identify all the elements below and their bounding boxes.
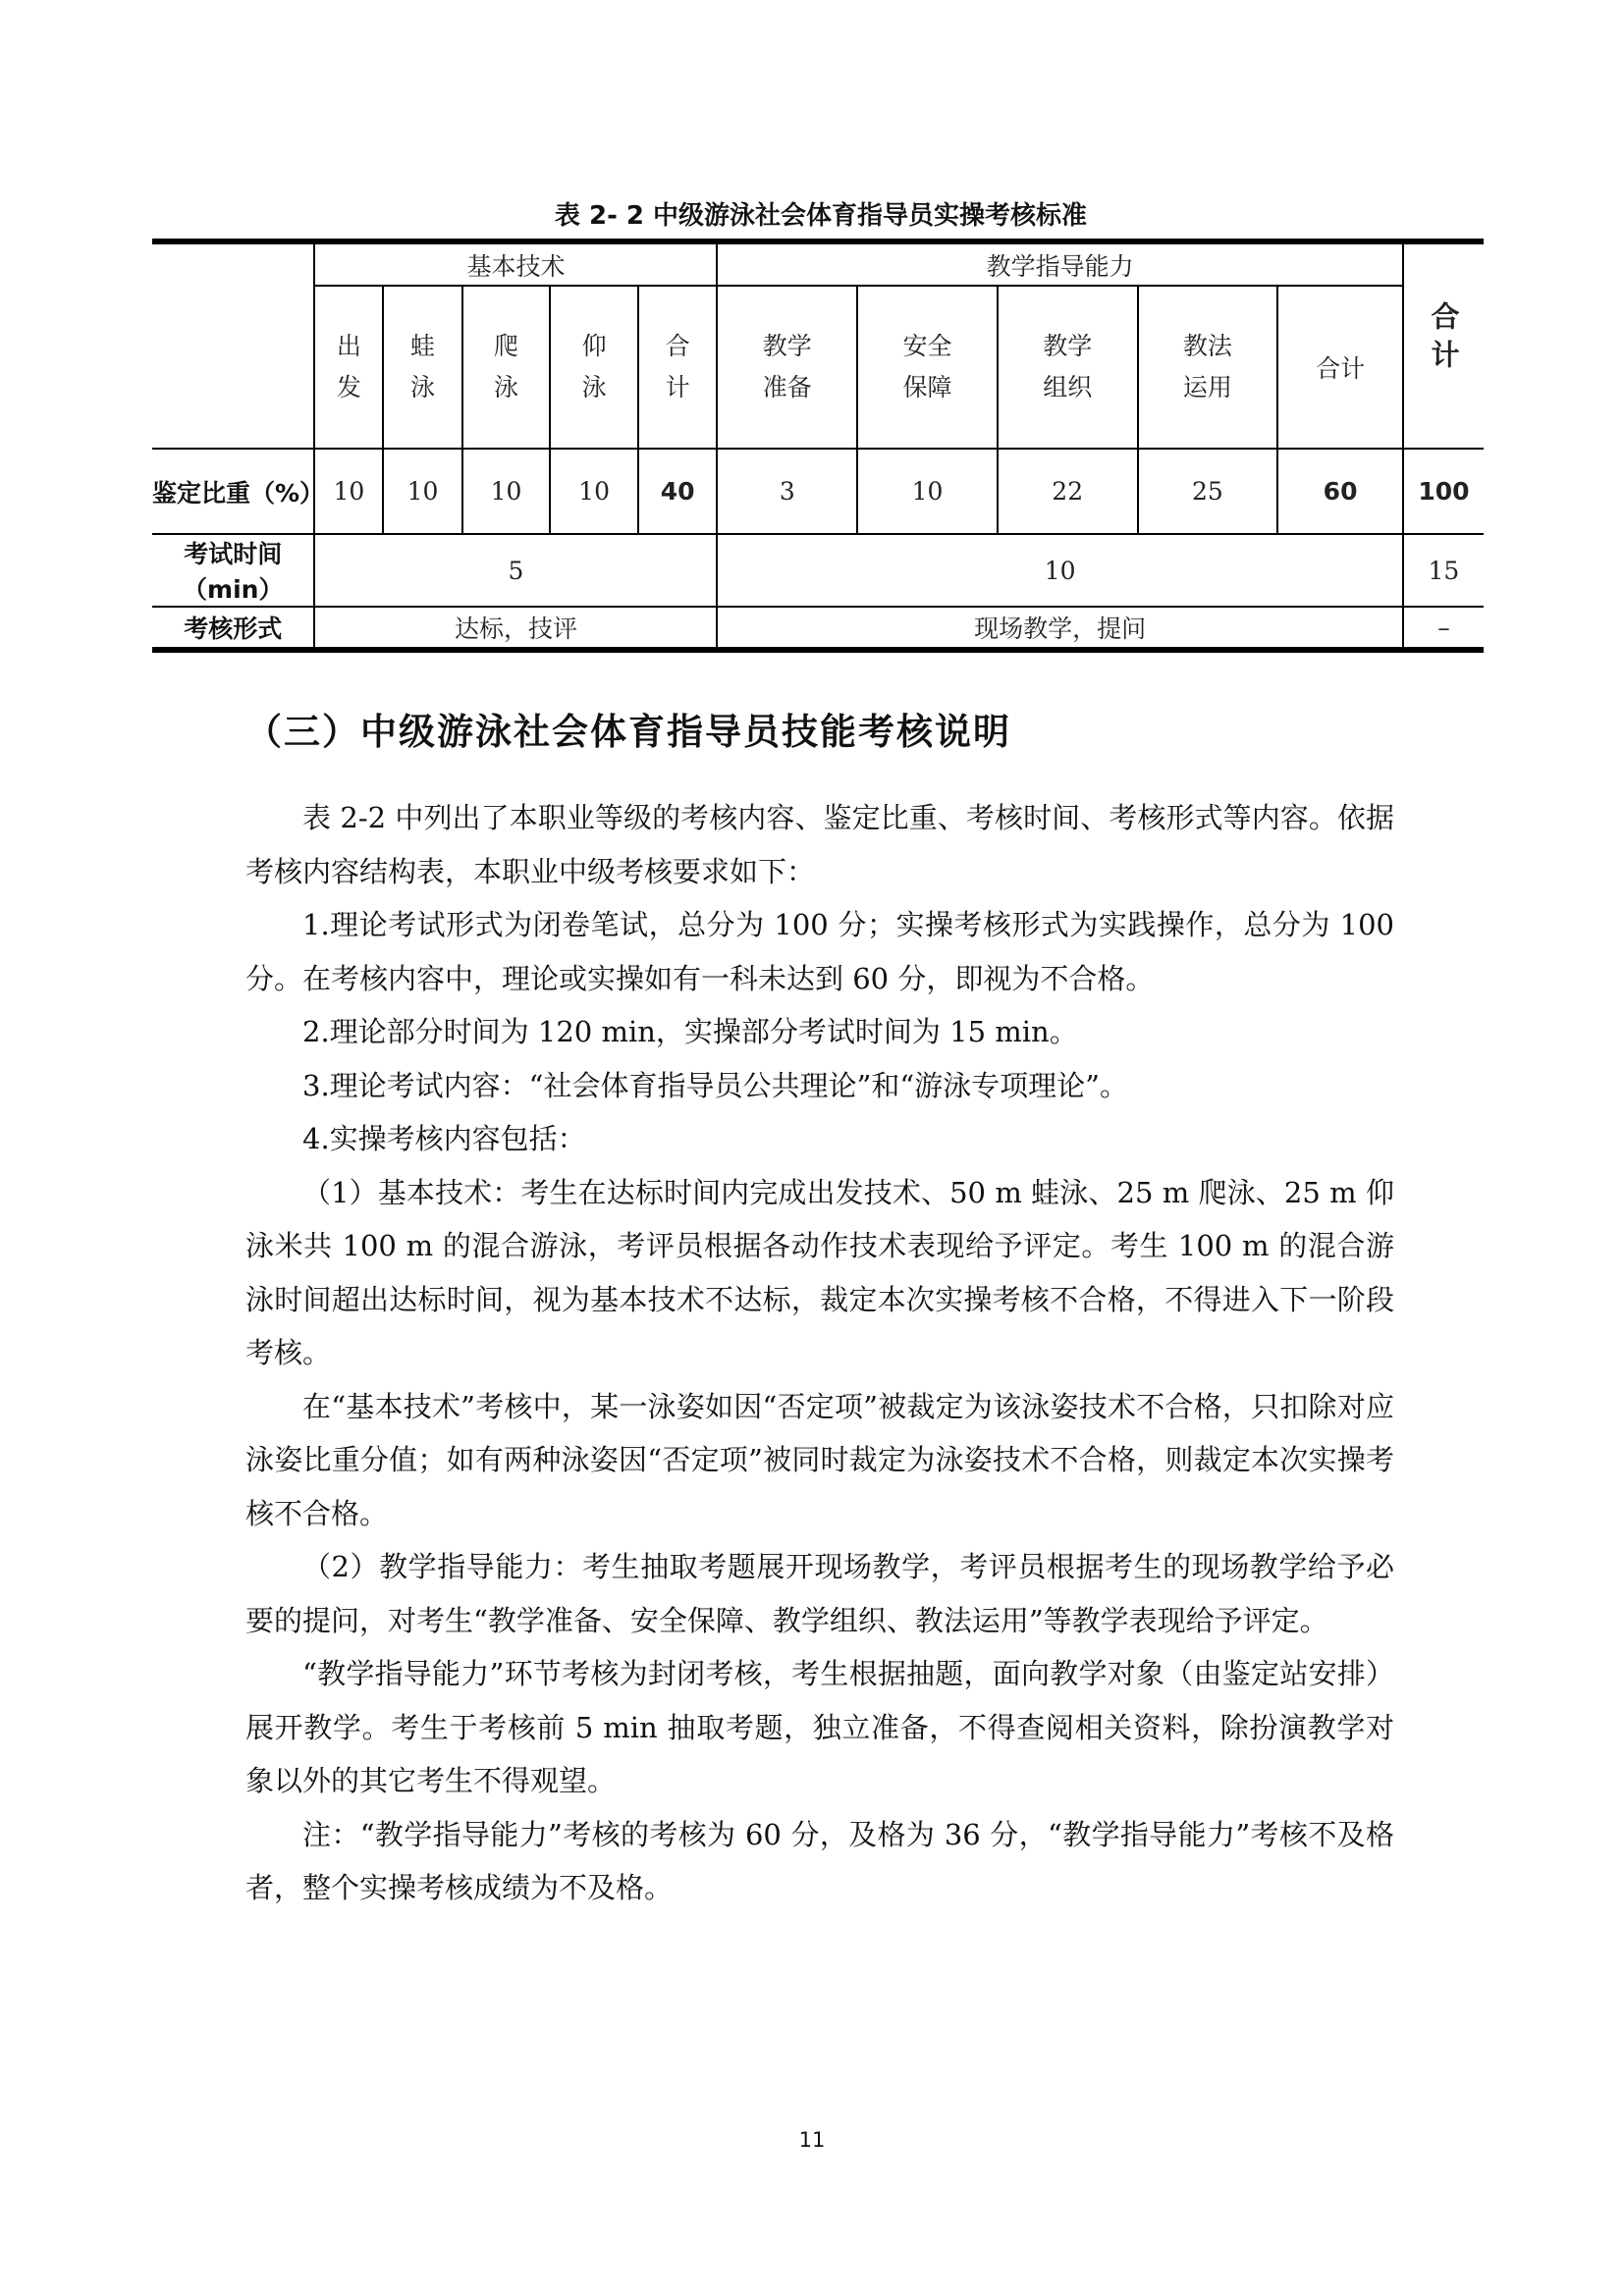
table-caption: 表 2- 2 中级游泳社会体育指导员实操考核标准 (554, 201, 1088, 231)
cell-format-teaching: 现场教学，提问 (717, 607, 1402, 650)
group-header-grand-total (1403, 241, 1484, 449)
col-header-start: 出 发 (314, 286, 383, 449)
group-header-teaching: 教学指导能力 (717, 241, 1402, 286)
cell-weight-safety: 10 (857, 449, 998, 534)
cell-weight-teaching-prep: 3 (717, 449, 857, 534)
paragraph-teaching-ability: （2）教学指导能力：考生抽取考题展开现场教学，考评员根据考生的现场教学给予必要的提问，对考生“教学准备、安全保障、教学组织、教法运用”等教学表现给予评定。 (245, 1550, 1394, 1637)
cell-weight-freestyle: 10 (462, 449, 551, 534)
table-row-format (152, 607, 1484, 650)
cell-format-total: – (1403, 607, 1484, 650)
cell-weight-breaststroke: 10 (383, 449, 461, 534)
table-row-weight (152, 449, 1484, 534)
paragraph-note: 注：“教学指导能力”考核的考核为 60 分，及格为 36 分，“教学指导能力”考核不及格者，整个实操考核成绩为不及格。 (245, 1817, 1394, 1904)
paragraph-item-3: 3.理论考试内容：“社会体育指导员公共理论”和“游泳专项理论”。 (302, 1068, 1128, 1102)
assessment-standard-table (152, 239, 1484, 653)
col-header-backstroke: 仰 泳 (550, 286, 638, 449)
cell-weight-backstroke: 10 (550, 449, 638, 534)
page-number: 11 (798, 2128, 826, 2152)
section-heading: （三）中级游泳社会体育指导员技能考核说明 (245, 711, 1011, 753)
table-corner-cell (152, 241, 314, 449)
paragraph-basic-technique-rule: 在“基本技术”考核中，某一泳姿如因“否定项”被裁定为该泳姿技术不合格，只扣除对应泳姿比重分值；如有两种泳姿因“否定项”被同时裁定为泳姿技术不合格，则裁定本次实操考核不合格。 (245, 1389, 1394, 1530)
cell-weight-method-use: 25 (1138, 449, 1278, 534)
cell-weight-teaching-org: 22 (998, 449, 1138, 534)
paragraph-intro: 表 2-2 中列出了本职业等级的考核内容、鉴定比重、考核时间、考核形式等内容。依据考核内容结构表，本职业中级考核要求如下： (245, 801, 1394, 888)
cell-weight-basic-subtotal: 40 (638, 449, 718, 534)
paragraph-basic-technique: （1）基本技术：考生在达标时间内完成出发技术、50 m 蛙泳、25 m 爬泳、25 m 仰泳米共 100 m 的混合游泳，考评员根据各动作技术表现给予评定。考生 100 m 的混合游泳时间超出达标时间，视为基本技术不达标，裁定本次实操考核不合格，不得进入下一阶段考核。 (245, 1175, 1394, 1369)
row-label-time: 考试时间（min） (152, 534, 314, 607)
col-header-teaching-subtotal: 合计 (1277, 286, 1403, 449)
col-header-method-use: 教法 运用 (1138, 286, 1278, 449)
paragraph-item-4: 4.实操考核内容包括： (302, 1122, 586, 1155)
table-header-row-groups (152, 241, 1484, 286)
group-header-basic: 基本技术 (314, 241, 717, 286)
section-body (245, 791, 1394, 1915)
cell-time-teaching: 10 (717, 534, 1402, 607)
col-header-basic-subtotal: 合 计 (638, 286, 718, 449)
grand-total-header-text: 合计 (1427, 301, 1461, 378)
row-label-weight: 鉴定比重（%） (152, 449, 314, 534)
col-header-safety: 安全 保障 (857, 286, 998, 449)
cell-time-total: 15 (1403, 534, 1484, 607)
paragraph-item-1: 1.理论考试形式为闭卷笔试，总分为 100 分；实操考核形式为实践操作，总分为 100 分。在考核内容中，理论或实操如有一科未达到 60 分，即视为不合格。 (245, 908, 1394, 995)
cell-weight-teaching-subtotal: 60 (1277, 449, 1403, 534)
cell-weight-grand-total: 100 (1403, 449, 1484, 534)
col-header-breaststroke: 蛙 泳 (383, 286, 461, 449)
col-header-teaching-org: 教学 组织 (998, 286, 1138, 449)
cell-format-basic: 达标，技评 (314, 607, 717, 650)
col-header-teaching-prep: 教学 准备 (717, 286, 857, 449)
cell-weight-start: 10 (314, 449, 383, 534)
row-label-format: 考核形式 (152, 607, 314, 650)
table-header-row-subcols (152, 286, 1484, 449)
paragraph-teaching-ability-rule: “教学指导能力”环节考核为封闭考核，考生根据抽题，面向教学对象（由鉴定站安排）展开教学。考生于考核前 5 min 抽取考题，独立准备，不得查阅相关资料，除扮演教学对象以外的其它考生不得观望。 (245, 1657, 1394, 1797)
paragraph-item-2: 2.理论部分时间为 120 min，实操部分考试时间为 15 min。 (302, 1015, 1078, 1048)
table-row-time (152, 534, 1484, 607)
cell-time-basic: 5 (314, 534, 717, 607)
col-header-freestyle: 爬 泳 (462, 286, 551, 449)
